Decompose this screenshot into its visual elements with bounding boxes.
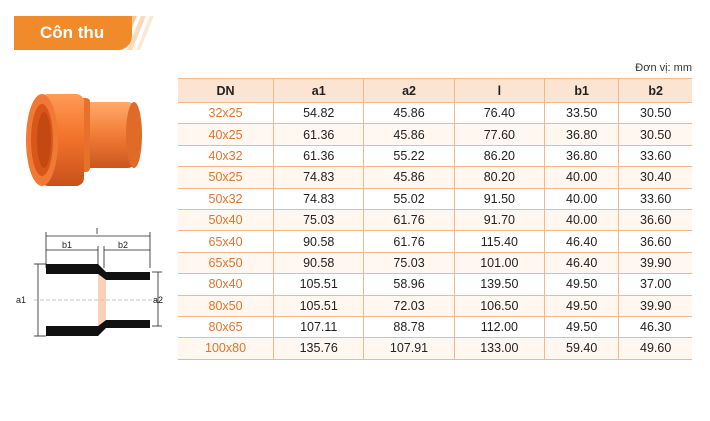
value-cell: 36.60 bbox=[619, 231, 692, 252]
value-cell: 72.03 bbox=[364, 295, 454, 316]
dn-cell: 32x25 bbox=[178, 103, 274, 124]
value-cell: 36.80 bbox=[545, 124, 619, 145]
value-cell: 30.50 bbox=[619, 124, 692, 145]
dn-cell: 50x32 bbox=[178, 188, 274, 209]
value-cell: 90.58 bbox=[274, 231, 364, 252]
table-row bbox=[178, 338, 692, 359]
dn-cell: 80x65 bbox=[178, 316, 274, 337]
value-cell: 36.60 bbox=[619, 209, 692, 230]
column-header: b1 bbox=[545, 79, 619, 103]
value-cell: 49.50 bbox=[545, 295, 619, 316]
table-row bbox=[178, 124, 692, 145]
value-cell: 115.40 bbox=[454, 231, 544, 252]
table-row bbox=[178, 188, 692, 209]
value-cell: 45.86 bbox=[364, 167, 454, 188]
value-cell: 74.83 bbox=[274, 188, 364, 209]
value-cell: 30.50 bbox=[619, 103, 692, 124]
dn-cell: 80x50 bbox=[178, 295, 274, 316]
value-cell: 30.40 bbox=[619, 167, 692, 188]
value-cell: 76.40 bbox=[454, 103, 544, 124]
value-cell: 91.50 bbox=[454, 188, 544, 209]
value-cell: 75.03 bbox=[364, 252, 454, 273]
value-cell: 33.60 bbox=[619, 188, 692, 209]
label-b1: b1 bbox=[62, 240, 73, 250]
table-row bbox=[178, 295, 692, 316]
value-cell: 33.60 bbox=[619, 145, 692, 166]
label-l: l bbox=[96, 228, 98, 236]
value-cell: 105.51 bbox=[274, 295, 364, 316]
value-cell: 61.36 bbox=[274, 145, 364, 166]
value-cell: 46.40 bbox=[545, 231, 619, 252]
unit-label: Đơn vị: mm bbox=[635, 62, 692, 74]
value-cell: 105.51 bbox=[274, 274, 364, 295]
table-row bbox=[178, 252, 692, 273]
dimension-table bbox=[178, 78, 692, 360]
value-cell: 77.60 bbox=[454, 124, 544, 145]
value-cell: 40.00 bbox=[545, 167, 619, 188]
value-cell: 36.80 bbox=[545, 145, 619, 166]
value-cell: 106.50 bbox=[454, 295, 544, 316]
value-cell: 80.20 bbox=[454, 167, 544, 188]
value-cell: 46.30 bbox=[619, 316, 692, 337]
dn-cell: 65x50 bbox=[178, 252, 274, 273]
column-header: DN bbox=[178, 79, 274, 103]
value-cell: 45.86 bbox=[364, 103, 454, 124]
table-row bbox=[178, 231, 692, 252]
value-cell: 55.02 bbox=[364, 188, 454, 209]
column-header: b2 bbox=[619, 79, 692, 103]
table-row bbox=[178, 274, 692, 295]
section-title: Côn thu bbox=[14, 16, 132, 50]
value-cell: 139.50 bbox=[454, 274, 544, 295]
table-row bbox=[178, 316, 692, 337]
table-row bbox=[178, 103, 692, 124]
value-cell: 58.96 bbox=[364, 274, 454, 295]
dn-cell: 50x40 bbox=[178, 209, 274, 230]
value-cell: 133.00 bbox=[454, 338, 544, 359]
dimension-diagram bbox=[10, 228, 172, 340]
dn-cell: 40x25 bbox=[178, 124, 274, 145]
value-cell: 90.58 bbox=[274, 252, 364, 273]
value-cell: 39.90 bbox=[619, 252, 692, 273]
table-row bbox=[178, 167, 692, 188]
value-cell: 49.60 bbox=[619, 338, 692, 359]
value-cell: 45.86 bbox=[364, 124, 454, 145]
dn-cell: 80x40 bbox=[178, 274, 274, 295]
value-cell: 74.83 bbox=[274, 167, 364, 188]
value-cell: 88.78 bbox=[364, 316, 454, 337]
value-cell: 55.22 bbox=[364, 145, 454, 166]
dn-cell: 100x80 bbox=[178, 338, 274, 359]
value-cell: 59.40 bbox=[545, 338, 619, 359]
value-cell: 135.76 bbox=[274, 338, 364, 359]
value-cell: 61.76 bbox=[364, 231, 454, 252]
table-row bbox=[178, 209, 692, 230]
dn-cell: 65x40 bbox=[178, 231, 274, 252]
value-cell: 49.50 bbox=[545, 316, 619, 337]
value-cell: 75.03 bbox=[274, 209, 364, 230]
value-cell: 61.36 bbox=[274, 124, 364, 145]
value-cell: 61.76 bbox=[364, 209, 454, 230]
label-a2: a2 bbox=[153, 295, 164, 305]
value-cell: 39.90 bbox=[619, 295, 692, 316]
label-a1: a1 bbox=[16, 295, 27, 305]
label-b2: b2 bbox=[118, 240, 129, 250]
value-cell: 86.20 bbox=[454, 145, 544, 166]
value-cell: 37.00 bbox=[619, 274, 692, 295]
dn-cell: 40x32 bbox=[178, 145, 274, 166]
value-cell: 33.50 bbox=[545, 103, 619, 124]
value-cell: 46.40 bbox=[545, 252, 619, 273]
value-cell: 54.82 bbox=[274, 103, 364, 124]
column-header: a2 bbox=[364, 79, 454, 103]
table-header-row bbox=[178, 79, 692, 103]
value-cell: 40.00 bbox=[545, 209, 619, 230]
reducer-fitting-image bbox=[22, 88, 148, 198]
column-header: l bbox=[454, 79, 544, 103]
table-row bbox=[178, 145, 692, 166]
value-cell: 91.70 bbox=[454, 209, 544, 230]
value-cell: 107.11 bbox=[274, 316, 364, 337]
value-cell: 107.91 bbox=[364, 338, 454, 359]
value-cell: 112.00 bbox=[454, 316, 544, 337]
dn-cell: 50x25 bbox=[178, 167, 274, 188]
value-cell: 49.50 bbox=[545, 274, 619, 295]
value-cell: 40.00 bbox=[545, 188, 619, 209]
column-header: a1 bbox=[274, 79, 364, 103]
value-cell: 101.00 bbox=[454, 252, 544, 273]
